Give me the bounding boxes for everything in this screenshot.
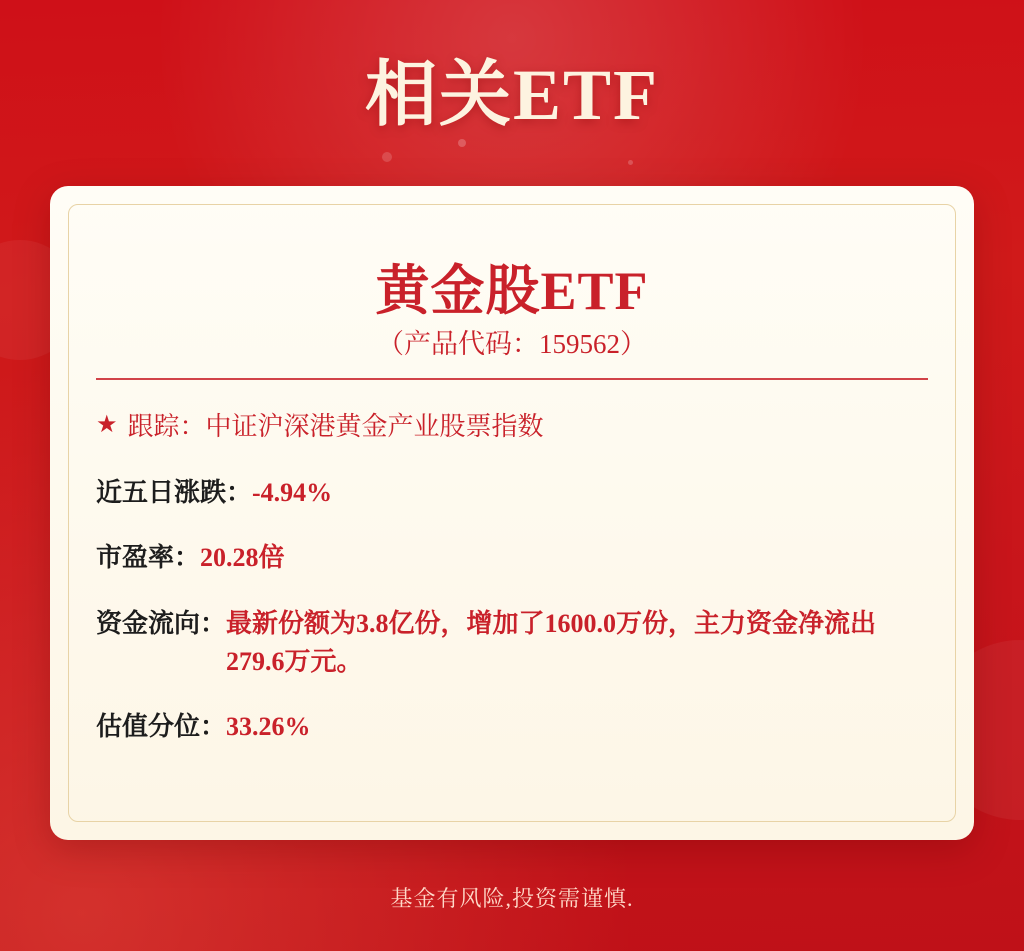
decorative-bubble <box>628 160 633 165</box>
metric-row-tracking <box>96 408 932 446</box>
fund-code: （产品代码：159562） <box>377 329 647 359</box>
metric-value-tracking: 中证沪深港黄金产业股票指数 <box>205 412 544 441</box>
metric-value-pe-ratio: 20.28倍 <box>200 543 285 573</box>
metric-value-fund-flow: 最新份额为3.8亿份，增加了1600.0万份，主力资金净流出279.6万元。 <box>226 609 877 676</box>
metric-value-valuation-percentile: 33.26% <box>226 712 311 742</box>
metric-row-pe-ratio <box>96 539 932 577</box>
metric-label-five-day-change: 近五日涨跌： <box>96 477 253 507</box>
metric-label-fund-flow: 资金流向： <box>96 609 227 639</box>
divider <box>96 378 928 380</box>
metric-row-five-day-change <box>96 474 932 512</box>
decorative-bubble <box>382 152 392 162</box>
star-icon: ★ <box>96 412 118 438</box>
metric-label-tracking: 跟踪： <box>127 412 206 441</box>
risk-disclaimer: 基金有风险,投资需谨慎. <box>390 886 634 911</box>
fund-name: 黄金股ETF <box>375 261 649 321</box>
metric-row-valuation-percentile <box>96 708 932 746</box>
metric-label-pe-ratio: 市盈率： <box>96 543 201 573</box>
page-title: 相关ETF <box>364 55 660 135</box>
metric-value-five-day-change: -4.94% <box>252 477 333 507</box>
fund-card <box>50 186 974 840</box>
decorative-bubble <box>458 139 466 147</box>
metric-label-valuation-percentile: 估值分位： <box>96 712 227 742</box>
fund-metrics-list <box>96 408 932 774</box>
metric-row-fund-flow <box>96 605 932 680</box>
